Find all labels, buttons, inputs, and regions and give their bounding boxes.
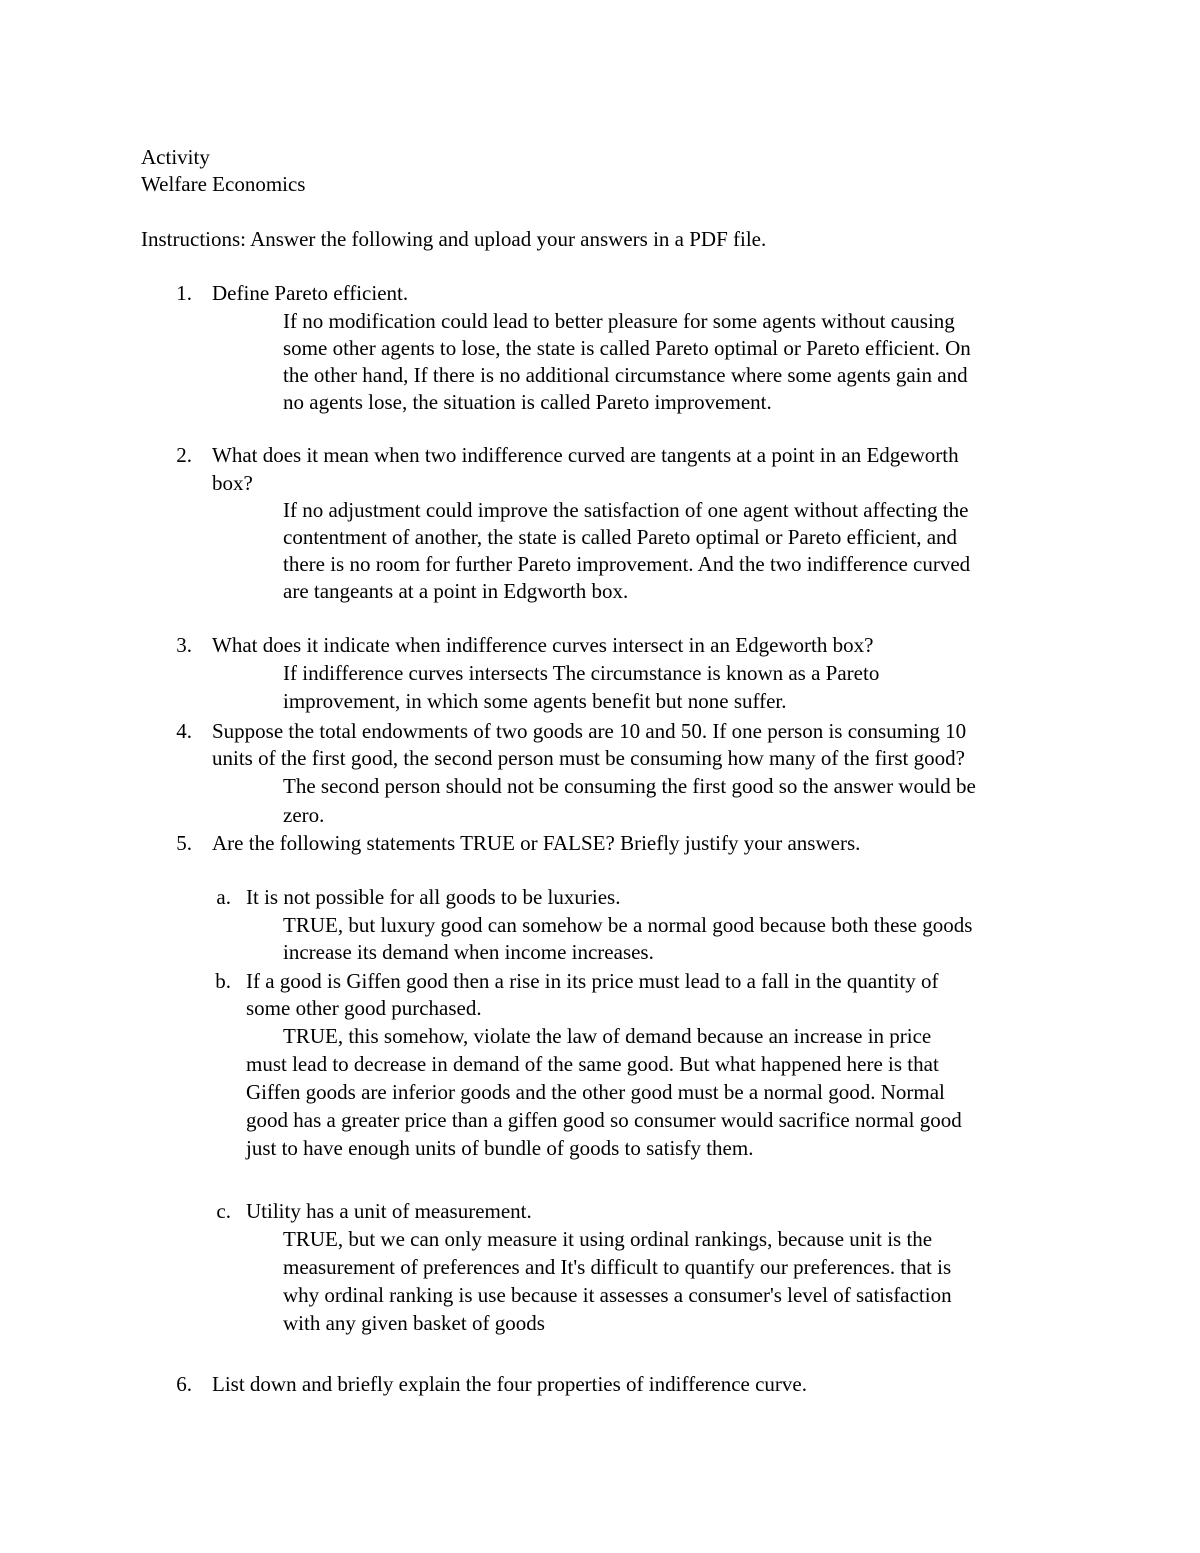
sub-question-letter: b. bbox=[215, 969, 231, 993]
answer-text: contentment of another, the state is called Pareto optimal or Pareto efficient, and bbox=[283, 525, 958, 549]
question-text: units of the first good, the second person must be consuming how many of the first good? bbox=[212, 746, 965, 770]
question-number: 6. bbox=[176, 1372, 192, 1396]
answer-text: If indifference curves intersects The circumstance is known as a Pareto bbox=[283, 661, 880, 685]
document-subtitle: Welfare Economics bbox=[141, 172, 306, 196]
question-text: Are the following statements TRUE or FALSE? Briefly justify your answers. bbox=[212, 831, 861, 855]
answer-text: The second person should not be consuming the first good so the answer would be bbox=[283, 774, 976, 798]
answer-text: some other agents to lose, the state is called Pareto optimal or Pareto efficient. On bbox=[283, 336, 971, 360]
answer-text: good has a greater price than a giffen good so consumer would sacrifice normal good bbox=[246, 1108, 962, 1132]
answer-text: the other hand, If there is no additional circumstance where some agents gain and bbox=[283, 363, 968, 387]
question-text: box? bbox=[212, 471, 253, 495]
sub-question-letter: a. bbox=[216, 885, 231, 909]
question-text: List down and briefly explain the four properties of indifference curve. bbox=[212, 1372, 807, 1396]
answer-text: with any given basket of goods bbox=[283, 1311, 545, 1335]
answer-text: must lead to decrease in demand of the same good. But what happened here is that bbox=[246, 1052, 939, 1076]
question-text: Suppose the total endowments of two goods are 10 and 50. If one person is consuming 10 bbox=[212, 719, 967, 743]
sub-question-text: It is not possible for all goods to be luxuries. bbox=[246, 885, 621, 909]
answer-text: zero. bbox=[283, 803, 325, 827]
sub-question-letter: c. bbox=[216, 1199, 231, 1223]
sub-question-text: Utility has a unit of measurement. bbox=[246, 1199, 532, 1223]
sub-question-text: If a good is Giffen good then a rise in its price must lead to a fall in the quantity of bbox=[246, 969, 939, 993]
answer-text: just to have enough units of bundle of goods to satisfy them. bbox=[246, 1136, 754, 1160]
question-text: Define Pareto efficient. bbox=[212, 281, 409, 305]
answer-text: TRUE, this somehow, violate the law of demand because an increase in price bbox=[283, 1024, 932, 1048]
answer-text: there is no room for further Pareto improvement. And the two indifference curved bbox=[283, 552, 971, 576]
answer-text: improvement, in which some agents benefit but none suffer. bbox=[283, 689, 787, 713]
question-text: What does it indicate when indifference curves intersect in an Edgeworth box? bbox=[212, 633, 874, 657]
question-number: 4. bbox=[176, 719, 192, 743]
answer-text: TRUE, but we can only measure it using ordinal rankings, because unit is the bbox=[283, 1227, 933, 1251]
sub-question-text: some other good purchased. bbox=[246, 996, 482, 1020]
question-text: What does it mean when two indifference curved are tangents at a point in an Edgeworth bbox=[212, 443, 959, 467]
answer-text: increase its demand when income increases. bbox=[283, 940, 654, 964]
question-number: 1. bbox=[176, 281, 192, 305]
answer-text: If no modification could lead to better pleasure for some agents without causing bbox=[283, 309, 955, 333]
answer-text: are tangeants at a point in Edgworth box. bbox=[283, 579, 629, 603]
answer-text: no agents lose, the situation is called Pareto improvement. bbox=[283, 390, 772, 414]
answer-text: TRUE, but luxury good can somehow be a normal good because both these goods bbox=[283, 913, 973, 937]
answer-text: measurement of preferences and It's difficult to quantify our preferences. that is bbox=[283, 1255, 952, 1279]
question-number: 3. bbox=[176, 633, 192, 657]
document-title: Activity bbox=[141, 145, 210, 169]
answer-text: Giffen goods are inferior goods and the other good must be a normal good. Normal bbox=[246, 1080, 945, 1104]
answer-text: why ordinal ranking is use because it assesses a consumer's level of satisfaction bbox=[283, 1283, 952, 1307]
question-number: 5. bbox=[176, 831, 192, 855]
answer-text: If no adjustment could improve the satisfaction of one agent without affecting the bbox=[283, 498, 969, 522]
question-number: 2. bbox=[176, 443, 192, 467]
instructions-text: Instructions: Answer the following and upload your answers in a PDF file. bbox=[141, 227, 767, 251]
